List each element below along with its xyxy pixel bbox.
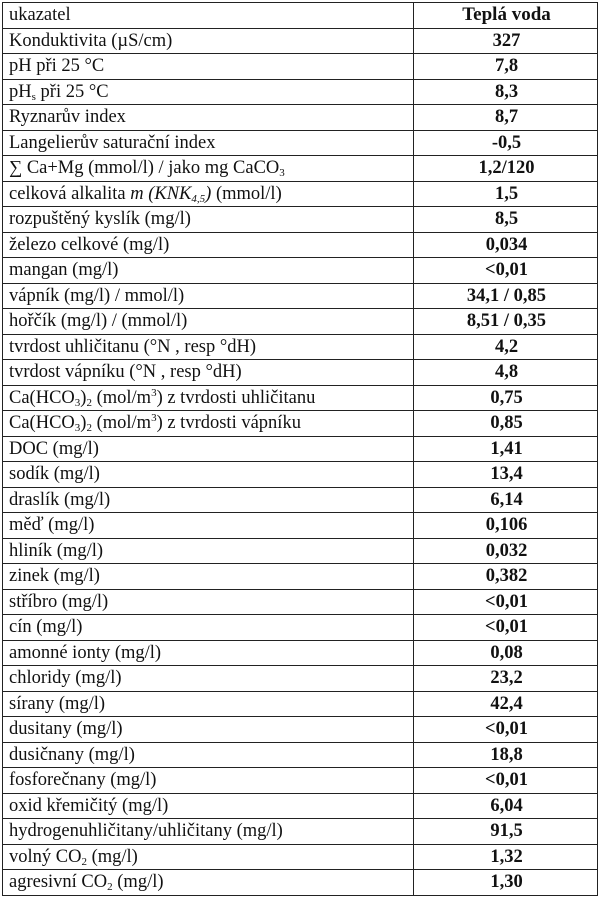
row-label — [3, 28, 414, 54]
row-label — [3, 258, 414, 284]
label-text: ) z tvrdosti uhličitanu — [156, 387, 316, 408]
table-row — [3, 181, 598, 207]
row-label — [3, 615, 414, 641]
label-subscript: 2 — [86, 396, 92, 409]
label-subscript: 2 — [81, 855, 87, 868]
label-text: sírany (mg/l) — [9, 693, 106, 714]
label-text: tvrdost uhličitanu (°N , resp °dH) — [9, 336, 257, 357]
label-text: agresivní CO — [9, 872, 108, 893]
label-text: chloridy (mg/l) — [9, 668, 122, 689]
row-label — [3, 105, 414, 131]
label-text: ∑ Ca+Mg (mmol/l) / jako mg CaCO — [9, 158, 280, 179]
row-value: 1,30 — [414, 870, 598, 896]
table-row — [3, 334, 598, 360]
row-label — [3, 793, 414, 819]
row-value: <0,01 — [414, 717, 598, 743]
header-row — [3, 3, 598, 29]
table-row — [3, 742, 598, 768]
row-value: 34,1 / 0,85 — [414, 283, 598, 309]
label-text: draslík (mg/l) — [9, 489, 111, 510]
row-label — [3, 130, 414, 156]
label-text: rozpuštěný kyslík (mg/l) — [9, 209, 191, 230]
row-value: <0,01 — [414, 258, 598, 284]
row-value: 1,41 — [414, 436, 598, 462]
row-value: 0,382 — [414, 564, 598, 590]
label-text: stříbro (mg/l) — [9, 591, 109, 612]
table-row — [3, 156, 598, 182]
label-text: hydrogenuhličitany/uhličitany (mg/l) — [9, 821, 283, 842]
row-label — [3, 513, 414, 539]
row-value: 0,85 — [414, 411, 598, 437]
row-label — [3, 181, 414, 207]
row-label — [3, 309, 414, 335]
table-row — [3, 207, 598, 233]
row-label — [3, 232, 414, 258]
table-row — [3, 564, 598, 590]
label-text: cín (mg/l) — [9, 617, 83, 638]
table-row — [3, 105, 598, 131]
label-text: železo celkové (mg/l) — [9, 234, 170, 255]
label-text: tvrdost vápníku (°N , resp °dH) — [9, 362, 242, 383]
table-row — [3, 436, 598, 462]
row-label — [3, 462, 414, 488]
row-value: -0,5 — [414, 130, 598, 156]
label-subscript: 3 — [74, 396, 81, 409]
label-superscript: 3 — [151, 386, 157, 399]
label-superscript: 3 — [151, 412, 157, 425]
label-text: sodík (mg/l) — [9, 464, 100, 485]
row-value: 0,032 — [414, 538, 598, 564]
row-value: 6,14 — [414, 487, 598, 513]
row-value: 13,4 — [414, 462, 598, 488]
label-italic: 4,5 — [191, 192, 206, 205]
row-label — [3, 207, 414, 233]
row-label — [3, 385, 414, 411]
label-text: amonné ionty (mg/l) — [9, 642, 162, 663]
table-row — [3, 870, 598, 896]
row-label — [3, 717, 414, 743]
label-text: pH při 25 °C — [9, 56, 105, 77]
row-value: 7,8 — [414, 54, 598, 80]
label-text: Ca(HCO — [9, 387, 75, 408]
table-row — [3, 666, 598, 692]
label-text: ) — [80, 387, 87, 408]
table-row — [3, 487, 598, 513]
row-value: 8,5 — [414, 207, 598, 233]
row-value: 0,75 — [414, 385, 598, 411]
table-row — [3, 385, 598, 411]
table-row — [3, 615, 598, 641]
table-row — [3, 130, 598, 156]
table-row — [3, 309, 598, 335]
header-value: Teplá voda — [414, 3, 598, 29]
row-value: 1,2/120 — [414, 156, 598, 182]
row-value: 23,2 — [414, 666, 598, 692]
label-subscript: 3 — [279, 167, 285, 180]
table-row — [3, 79, 598, 105]
label-text: ) — [80, 413, 87, 434]
row-label — [3, 589, 414, 615]
row-label — [3, 819, 414, 845]
label-text: Konduktivita (µS/cm) — [9, 30, 173, 51]
label-subscript: 2 — [86, 422, 92, 435]
table-row — [3, 462, 598, 488]
label-text: při 25 °C — [35, 81, 109, 102]
table-row — [3, 283, 598, 309]
row-label — [3, 538, 414, 564]
label-text: Langelierův saturační index — [9, 132, 216, 153]
row-label — [3, 79, 414, 105]
label-text: Ca(HCO — [9, 413, 75, 434]
label-subscript: 3 — [74, 422, 81, 435]
row-value: 8,7 — [414, 105, 598, 131]
row-label — [3, 666, 414, 692]
label-subscript: 2 — [107, 881, 113, 894]
label-text: (mol/m — [91, 413, 152, 434]
table-row — [3, 844, 598, 870]
table-row — [3, 819, 598, 845]
table-row — [3, 258, 598, 284]
label-text: pH — [9, 81, 32, 102]
row-value: 0,08 — [414, 640, 598, 666]
row-label — [3, 742, 414, 768]
table-body — [3, 3, 598, 896]
label-text: DOC (mg/l) — [9, 438, 99, 459]
table-row — [3, 717, 598, 743]
label-text: dusitany (mg/l) — [9, 719, 123, 740]
header-label: ukazatel — [3, 3, 414, 29]
row-value: 91,5 — [414, 819, 598, 845]
label-text: mangan (mg/l) — [9, 260, 119, 281]
label-subscript: s — [31, 90, 36, 103]
table-row — [3, 28, 598, 54]
row-value: 4,2 — [414, 334, 598, 360]
row-value: 8,51 / 0,35 — [414, 309, 598, 335]
row-label — [3, 487, 414, 513]
label-subscript — [191, 193, 205, 205]
table-row — [3, 691, 598, 717]
row-value: <0,01 — [414, 768, 598, 794]
table-row — [3, 360, 598, 386]
row-label — [3, 640, 414, 666]
row-label — [3, 156, 414, 182]
water-quality-table — [2, 2, 598, 896]
table-row — [3, 411, 598, 437]
row-label — [3, 360, 414, 386]
row-label — [3, 283, 414, 309]
row-label — [3, 691, 414, 717]
label-text: (mg/l) — [86, 846, 138, 867]
label-text: (mol/m — [91, 387, 152, 408]
row-value: 4,8 — [414, 360, 598, 386]
label-text: oxid křemičitý (mg/l) — [9, 795, 169, 816]
row-value: <0,01 — [414, 589, 598, 615]
row-label — [3, 870, 414, 896]
row-value: 0,034 — [414, 232, 598, 258]
table-row — [3, 589, 598, 615]
row-value: 1,5 — [414, 181, 598, 207]
label-text: ) z tvrdosti vápníku — [156, 413, 301, 434]
row-label — [3, 768, 414, 794]
label-text: Ryznarův index — [9, 107, 126, 128]
row-value: 18,8 — [414, 742, 598, 768]
label-text: hliník (mg/l) — [9, 540, 104, 561]
label-text: zinek (mg/l) — [9, 566, 100, 587]
label-text: fosforečnany (mg/l) — [9, 770, 157, 791]
row-label — [3, 844, 414, 870]
label-text: hořčík (mg/l) / (mmol/l) — [9, 311, 188, 332]
row-value: 1,32 — [414, 844, 598, 870]
table-row — [3, 768, 598, 794]
label-text: (mmol/l) — [211, 183, 282, 204]
label-text: celková alkalita — [9, 183, 131, 204]
label-text: volný CO — [9, 846, 82, 867]
label-text: (mg/l) — [112, 872, 164, 893]
label-italic: (KNK — [148, 183, 192, 204]
label-text: dusičnany (mg/l) — [9, 744, 135, 765]
table-row — [3, 232, 598, 258]
label-italic: ) — [205, 183, 212, 204]
row-value: 6,04 — [414, 793, 598, 819]
table-row — [3, 54, 598, 80]
table-row — [3, 793, 598, 819]
row-value: 327 — [414, 28, 598, 54]
row-value: <0,01 — [414, 615, 598, 641]
row-value: 0,106 — [414, 513, 598, 539]
label-text: vápník (mg/l) / mmol/l) — [9, 285, 185, 306]
row-label — [3, 334, 414, 360]
label-text: měď (mg/l) — [9, 515, 95, 536]
row-value: 8,3 — [414, 79, 598, 105]
table-row — [3, 513, 598, 539]
row-value: 42,4 — [414, 691, 598, 717]
table-row — [3, 640, 598, 666]
row-label — [3, 54, 414, 80]
row-label — [3, 564, 414, 590]
row-label — [3, 411, 414, 437]
row-label — [3, 436, 414, 462]
label-italic: m — [130, 183, 144, 204]
table-row — [3, 538, 598, 564]
